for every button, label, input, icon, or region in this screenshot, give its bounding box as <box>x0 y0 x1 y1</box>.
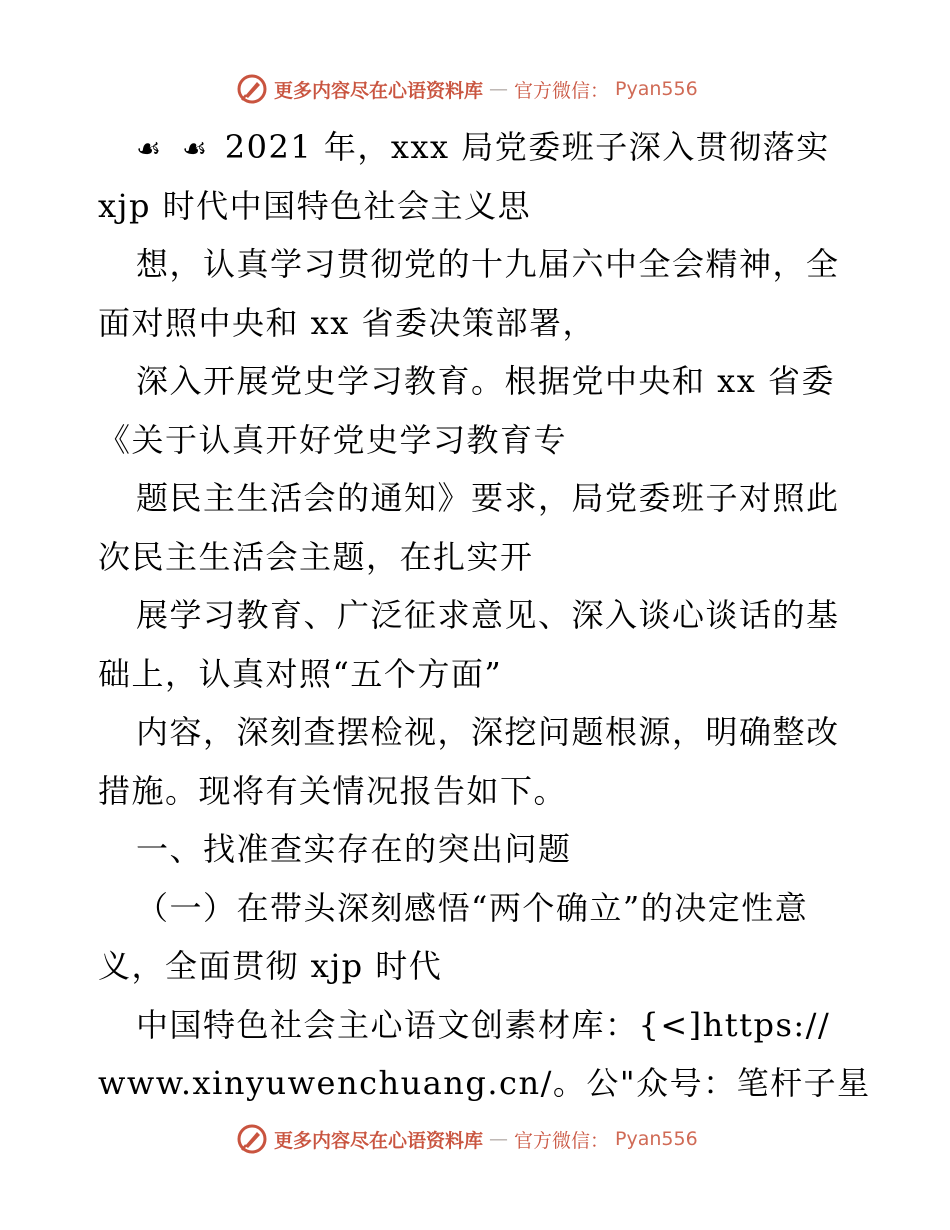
watermark-wechat-id: Pyan556 <box>615 1128 698 1150</box>
watermark-separator: — <box>489 1128 509 1150</box>
section-heading: 一、找准查实存在的突出问题 <box>136 830 572 868</box>
footer-watermark <box>236 1122 698 1156</box>
flourish-icon: ☙ ☙ <box>136 132 214 165</box>
text-line: 次民主生活会主题，在扎实开 <box>98 537 534 576</box>
text-line: 深入开展党史学习教育。根据党中央和 xx 省委 <box>136 362 835 400</box>
text-line: 面对照中央和 xx 省委决策部署， <box>98 303 596 342</box>
watermark-separator: — <box>489 78 509 100</box>
document-body <box>98 118 871 1113</box>
watermark-wechat-label: 官方微信： <box>514 79 610 102</box>
watermark-wechat-label: 官方微信： <box>514 1129 610 1152</box>
pen-circle-logo-icon <box>236 73 268 105</box>
text-line: 中国特色社会主心语文创素材库：{<]https:// <box>136 1005 831 1044</box>
text-line: 《关于认真开好党史学习教育专 <box>98 420 568 459</box>
text-line: 题民主生活会的通知》要求，局党委班子对照此 <box>136 479 840 517</box>
text-line: 内容，深刻查摆检视，深挖问题根源，明确整改 <box>136 713 840 751</box>
subsection-heading: （一）在带头深刻感悟“两个确立”的决定性意 <box>136 888 809 927</box>
text-line: 展学习教育、广泛征求意见、深入谈心谈话的基 <box>136 596 840 634</box>
header-watermark <box>236 72 698 106</box>
text-line: 想，认真学习贯彻党的十九届六中全会精神，全 <box>136 245 840 283</box>
watermark-main-text: 更多内容尽在心语资料库 <box>274 79 484 102</box>
text-line: 措施。现将有关情况报告如下。 <box>98 771 568 810</box>
watermark-wechat-id: Pyan556 <box>615 78 698 100</box>
text-line: 义，全面贯彻 xjp 时代 <box>98 947 443 985</box>
watermark-main-text: 更多内容尽在心语资料库 <box>274 1129 484 1152</box>
text-line: www.xinyuwenchuang.cn/。公"众号：笔杆子星 <box>98 1064 871 1102</box>
text-line: xjp 时代中国特色社会主义思 <box>98 186 532 225</box>
text-line: ☙ ☙ 2021 年，xxx 局党委班子深入贯彻落实 <box>136 128 830 166</box>
pen-circle-logo-icon <box>236 1123 268 1155</box>
text-line: 础上，认真对照“五个方面” <box>98 654 503 693</box>
